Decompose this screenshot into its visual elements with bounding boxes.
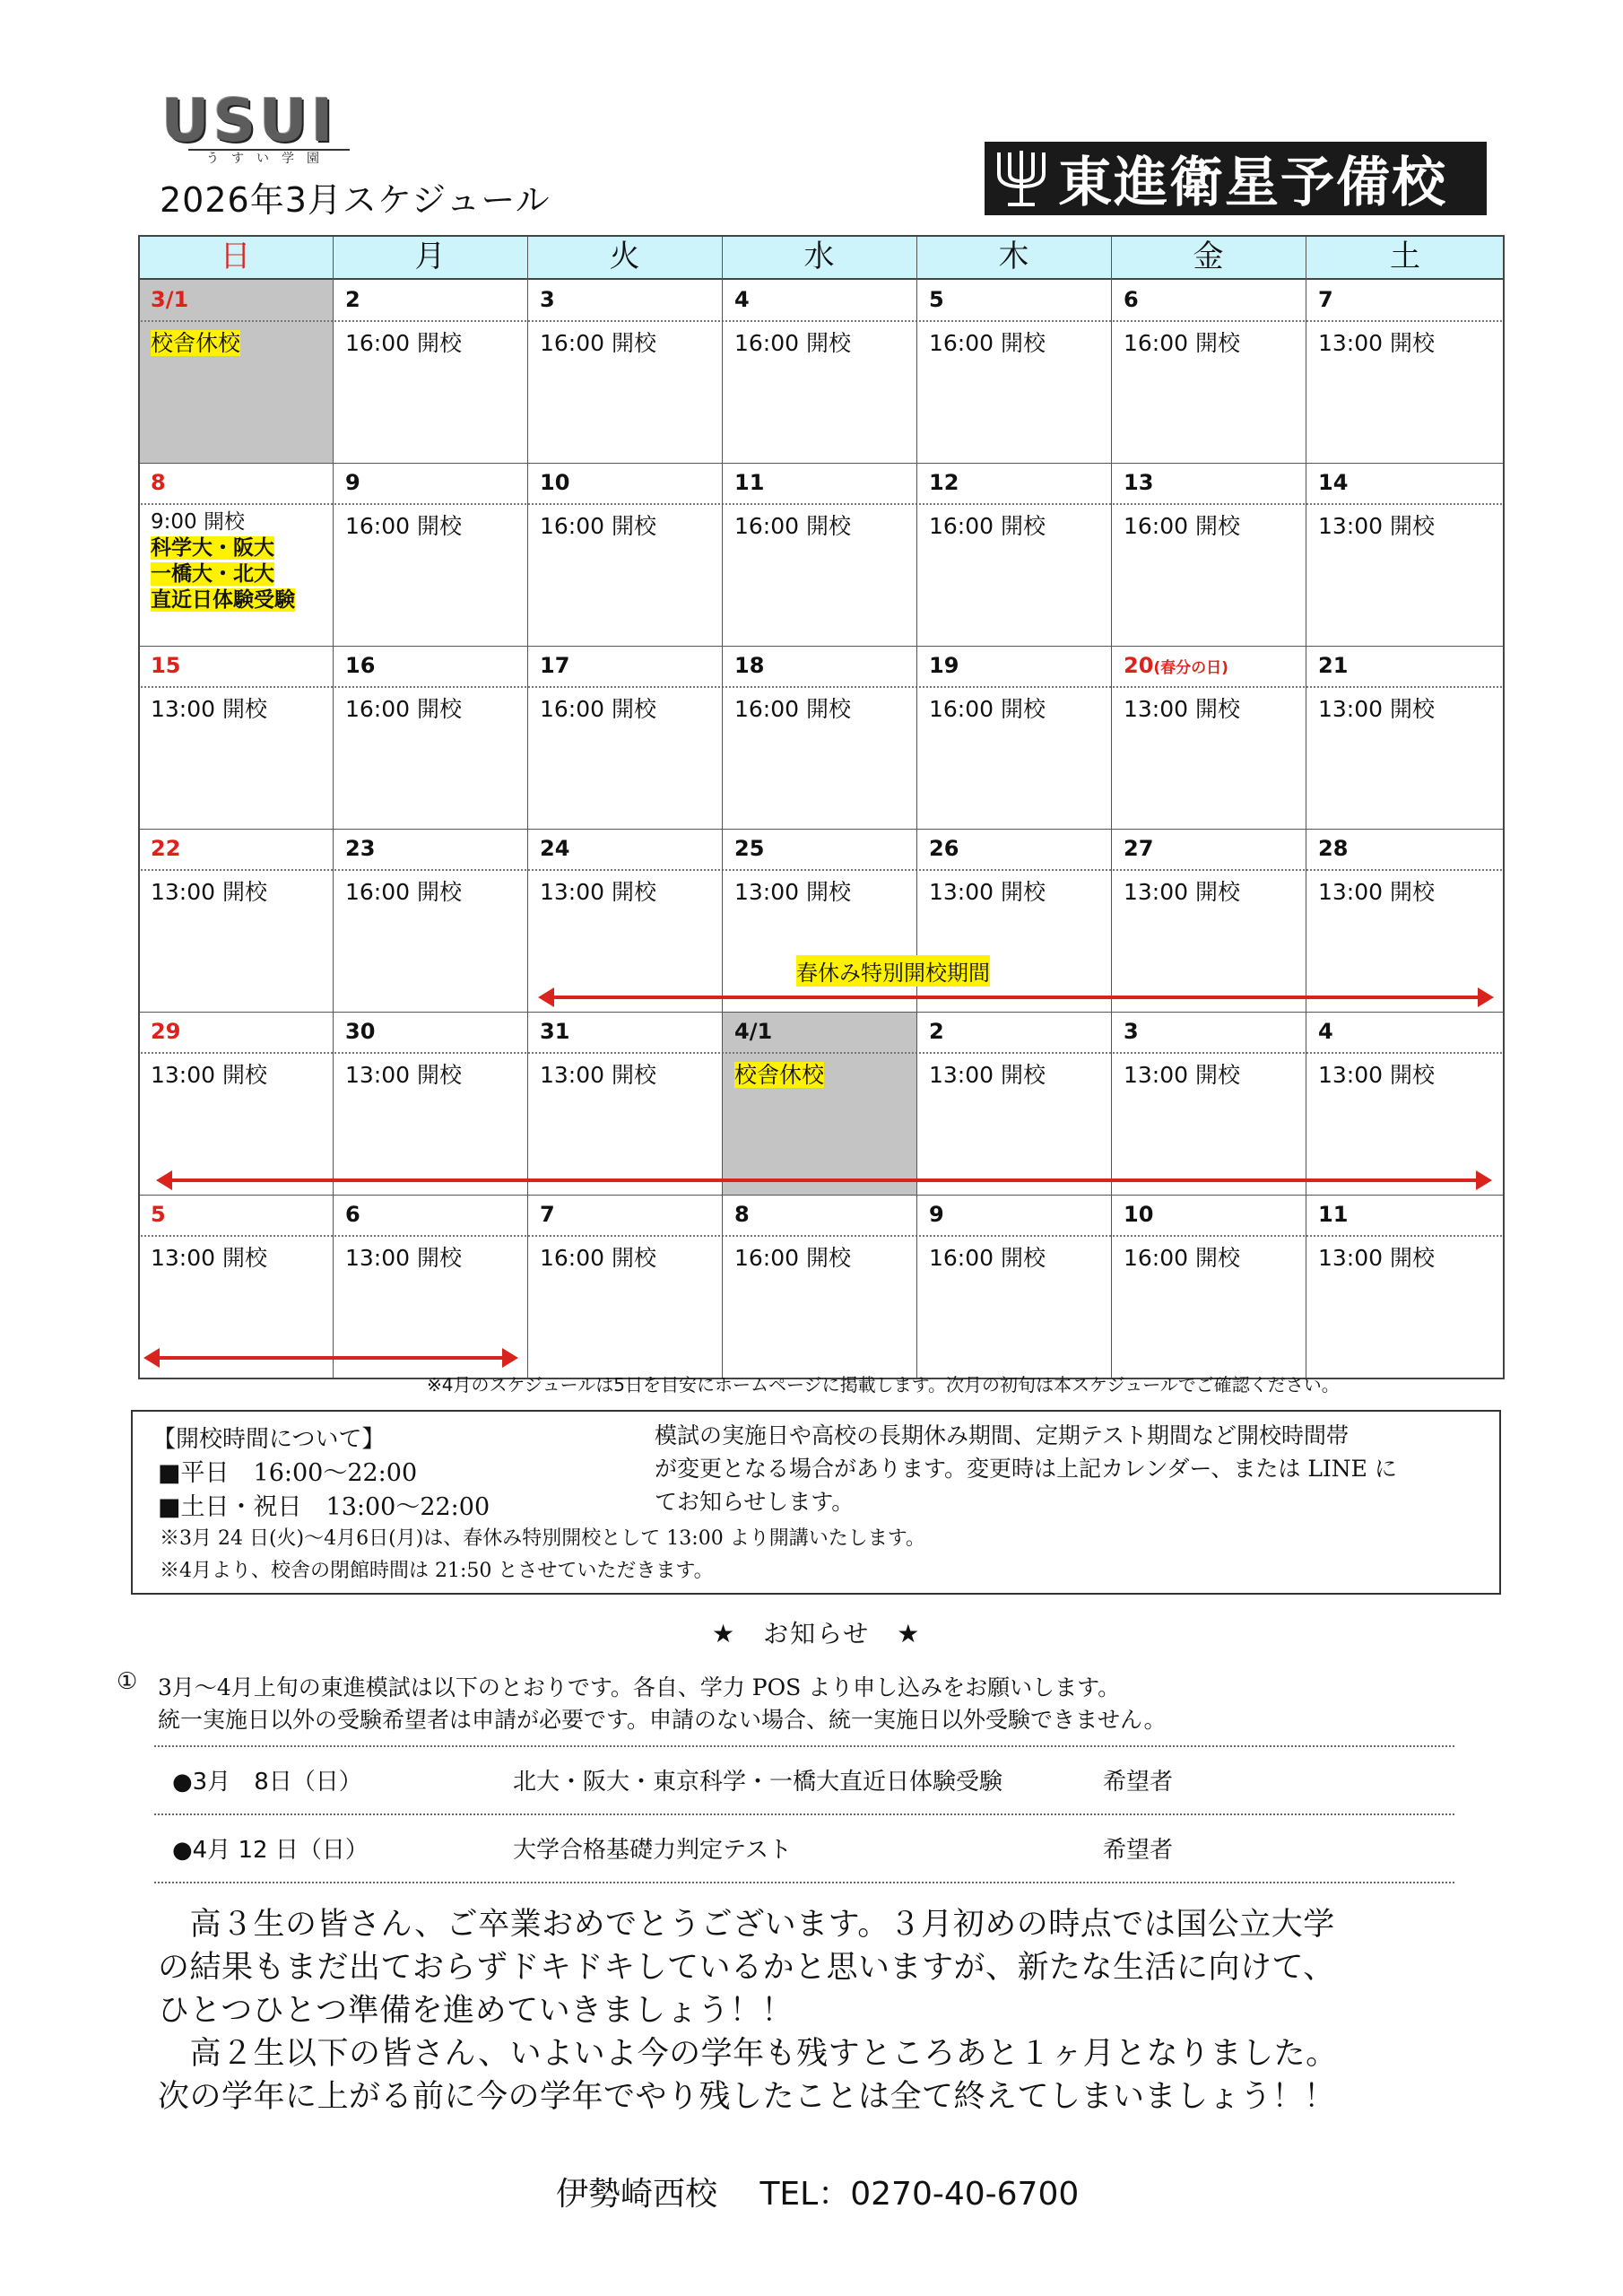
schedule-text: 16:00 開校 — [345, 696, 462, 722]
schedule-text: 16:00 開校 — [345, 513, 462, 539]
event-target: 希望者 — [1103, 1837, 1174, 1864]
day-number-text: 5 — [929, 287, 944, 312]
schedule-text: 16:00 開校 — [734, 330, 851, 356]
day-number-text: 4 — [1318, 1019, 1333, 1044]
day-number-text: 15 — [151, 653, 181, 678]
schedule-text: 13:00 開校 — [1318, 1062, 1435, 1088]
event-name: 大学合格基礎力判定テスト — [513, 1837, 792, 1864]
day-number-text: 14 — [1318, 470, 1349, 495]
schedule-text: 16:00 開校 — [540, 330, 656, 356]
schedule-text: 13:00 開校 — [540, 879, 656, 905]
separator — [154, 1813, 1454, 1815]
day-number-text: 7 — [1318, 287, 1333, 312]
exam-highlight: 一橋大・北大 — [151, 562, 274, 586]
schedule-text: 13:00 開校 — [734, 879, 851, 905]
schedule-text: 16:00 開校 — [1124, 330, 1240, 356]
hours-change-note-line: てお知らせします。 — [655, 1489, 855, 1515]
hours-change-note — [655, 1419, 1397, 1518]
day-number-text: 28 — [1318, 836, 1349, 861]
day-number-text: 20 — [1124, 653, 1154, 678]
day-number-text: 8 — [734, 1202, 750, 1227]
day-number-text: 2 — [345, 287, 360, 312]
day-number-text: 3 — [540, 287, 555, 312]
schedule-text: 13:00 開校 — [345, 1062, 462, 1088]
message-line: 次の学年に上がる前に今の学年でやり残したことは全て終えてしまいましょう！！ — [158, 2079, 1336, 2115]
schedule-text: 13:00 開校 — [1318, 513, 1435, 539]
schedule-text: 9:00 開校 — [151, 510, 245, 534]
day-number-text: 23 — [345, 836, 376, 861]
separator — [154, 1882, 1454, 1883]
spring-period-arrow — [170, 1178, 1478, 1182]
schedule-text: 16:00 開校 — [734, 1245, 851, 1271]
day-number-text: 19 — [929, 653, 959, 678]
spring-break-label: 春休み特別開校期間 — [796, 955, 990, 987]
separator — [154, 1745, 1454, 1747]
schedule-text: 16:00 開校 — [540, 1245, 656, 1271]
schedule-text: 16:00 開校 — [540, 513, 656, 539]
day-number-text: 11 — [1318, 1202, 1349, 1227]
message-line: 高３生の皆さん、ご卒業おめでとうございます。３月初めの時点では国公立大学 — [158, 1907, 1335, 1943]
day-number-text: 5 — [151, 1202, 166, 1227]
schedule-text: 校舎休校 — [151, 330, 241, 356]
event-target: 希望者 — [1103, 1769, 1174, 1796]
schedule-text: 13:00 開校 — [345, 1245, 462, 1271]
weekday-label: 金 — [1193, 239, 1224, 274]
closing-time-note: ※4月より、校舎の閉館時間は 21:50 とさせていただきます。 — [160, 1560, 714, 1582]
schedule-text: 13:00 開校 — [1318, 879, 1435, 905]
schedule-text: 16:00 開校 — [929, 696, 1046, 722]
schedule-text: 13:00 開校 — [1318, 696, 1435, 722]
day-number-text: 7 — [540, 1202, 555, 1227]
day-number-text: 8 — [151, 470, 166, 495]
schedule-text: 16:00 開校 — [929, 1245, 1046, 1271]
day-number-text: 9 — [345, 470, 360, 495]
message-line: の結果もまだ出ておらずドキドキしているかと思いますが、新たな生活に向けて、 — [158, 1950, 1335, 1986]
spring-hours-note: ※3月 24 日(火)～4月6日(月)は、春休み特別開校として 13:00 より開講いたします。 — [160, 1527, 925, 1550]
page-title: 2026年3月スケジュール — [160, 180, 551, 220]
day-number-text: 29 — [151, 1019, 181, 1044]
toshin-logo-text: 東進衛星予備校 — [1058, 152, 1447, 214]
schedule-text: 13:00 開校 — [151, 1245, 267, 1271]
weekend-hours: ■土日・祝日 13:00～22:00 — [158, 1493, 490, 1521]
day-number-text: 31 — [540, 1019, 570, 1044]
day-number-text: 4/1 — [734, 1019, 773, 1044]
notice-title: ★ お知らせ ★ — [712, 1619, 922, 1648]
day-number-text: 24 — [540, 836, 570, 861]
schedule-text: 13:00 開校 — [929, 879, 1046, 905]
message-line: 高２生以下の皆さん、いよいよ今の学年も残すところあと１ヶ月となりました。 — [158, 2036, 1338, 2072]
day-number-text: 22 — [151, 836, 181, 861]
hours-title: 【開校時間について】 — [152, 1426, 386, 1453]
hours-change-note-line: が変更となる場合があります。変更時は上記カレンダー、または LINE に — [655, 1456, 1397, 1482]
notice-line: 統一実施日以外の受験希望者は申請が必要です。申請のない場合、統一実施日以外受験できません。 — [158, 1707, 1167, 1733]
notice-number: ① — [117, 1668, 138, 1695]
notice-line: 3月～4月上旬の東進模試は以下のとおりです。各自、学力 POS より申し込みをお願いします。 — [158, 1674, 1121, 1700]
exam-highlight: 直近日体験受験 — [151, 588, 295, 612]
usui-logo-subtext: うすい学園 — [188, 149, 350, 167]
schedule-text: 13:00 開校 — [929, 1062, 1046, 1088]
schedule-text: 16:00 開校 — [929, 330, 1046, 356]
calendar-frame — [138, 235, 1505, 1379]
day-number-text: 18 — [734, 653, 765, 678]
day-number-text: 12 — [929, 470, 959, 495]
schedule-text: 13:00 開校 — [151, 879, 267, 905]
day-number-text: 26 — [929, 836, 959, 861]
day-number-text: 30 — [345, 1019, 376, 1044]
day-number-text: 6 — [345, 1202, 360, 1227]
day-number-text: 11 — [734, 470, 765, 495]
day-number-text: 17 — [540, 653, 570, 678]
schedule-text: 13:00 開校 — [151, 696, 267, 722]
message-line: ひとつひとつ準備を進めていきましょう！！ — [158, 1993, 794, 2029]
schedule-text: 13:00 開校 — [1124, 696, 1240, 722]
schedule-text: 13:00 開校 — [540, 1062, 656, 1088]
schedule-text: 16:00 開校 — [734, 513, 851, 539]
day-number-text: 10 — [1124, 1202, 1154, 1227]
hours-change-note-line: 模試の実施日や高校の長期休み期間、定期テスト期間など開校時間帯 — [655, 1422, 1350, 1448]
weekday-label: 木 — [998, 239, 1029, 274]
schedule-text: 13:00 開校 — [1318, 1245, 1435, 1271]
toshin-logo — [985, 142, 1487, 215]
weekday-label: 月 — [414, 239, 446, 274]
weekday-label: 土 — [1390, 239, 1420, 274]
schedule-text: 13:00 開校 — [151, 1062, 267, 1088]
day-number-text: 2 — [929, 1019, 944, 1044]
calendar-footnote: ※4月のスケジュールは5日を目安にホームページに掲載します。次月の初旬は本スケジュールでご確認ください。 — [427, 1374, 1340, 1396]
schedule-text: 13:00 開校 — [1318, 330, 1435, 356]
candelabra-icon — [994, 147, 1049, 210]
spring-period-arrow — [158, 1356, 504, 1360]
hours-box — [131, 1410, 1501, 1595]
weekday-label: 水 — [803, 239, 835, 274]
holiday-label: (春分の日) — [1153, 659, 1228, 677]
schedule-text: 16:00 開校 — [1124, 1245, 1240, 1271]
event-date: ●3月 8日（日） — [172, 1769, 362, 1796]
day-number-text: 4 — [734, 287, 750, 312]
day-number-text: 21 — [1318, 653, 1349, 678]
day-number-text: 3 — [1124, 1019, 1139, 1044]
usui-logo — [161, 86, 377, 167]
day-number-text: 3/1 — [151, 287, 189, 312]
schedule-text: 16:00 開校 — [345, 879, 462, 905]
event-date: ●4月 12 日（日） — [172, 1837, 369, 1864]
day-number-text: 10 — [540, 470, 570, 495]
day-number-text: 27 — [1124, 836, 1154, 861]
schedule-text: 13:00 開校 — [1124, 1062, 1240, 1088]
weekday-label: 日 — [220, 239, 251, 274]
day-number-text: 13 — [1124, 470, 1154, 495]
schedule-text: 16:00 開校 — [345, 330, 462, 356]
day-number-text: 25 — [734, 836, 765, 861]
schedule-text: 13:00 開校 — [1124, 879, 1240, 905]
day-number-text: 9 — [929, 1202, 944, 1227]
schedule-text: 校舎休校 — [734, 1062, 825, 1088]
weekday-label: 火 — [609, 239, 640, 274]
schedule-text: 16:00 開校 — [540, 696, 656, 722]
usui-logo-text: USUI — [161, 86, 337, 155]
event-name: 北大・阪大・東京科学・一橋大直近日体験受験 — [513, 1769, 1003, 1796]
school-contact: 伊勢崎西校 TEL：0270-40-6700 — [556, 2176, 1080, 2213]
schedule-text: 16:00 開校 — [929, 513, 1046, 539]
exam-highlight: 科学大・阪大 — [151, 536, 274, 560]
weekday-hours: ■平日 16:00～22:00 — [158, 1459, 418, 1487]
schedule-text: 16:00 開校 — [734, 696, 851, 722]
day-number-text: 6 — [1124, 287, 1139, 312]
day-number-text: 16 — [345, 653, 376, 678]
spring-period-arrow — [552, 996, 1480, 999]
schedule-text: 16:00 開校 — [1124, 513, 1240, 539]
calendar — [138, 235, 1505, 1379]
